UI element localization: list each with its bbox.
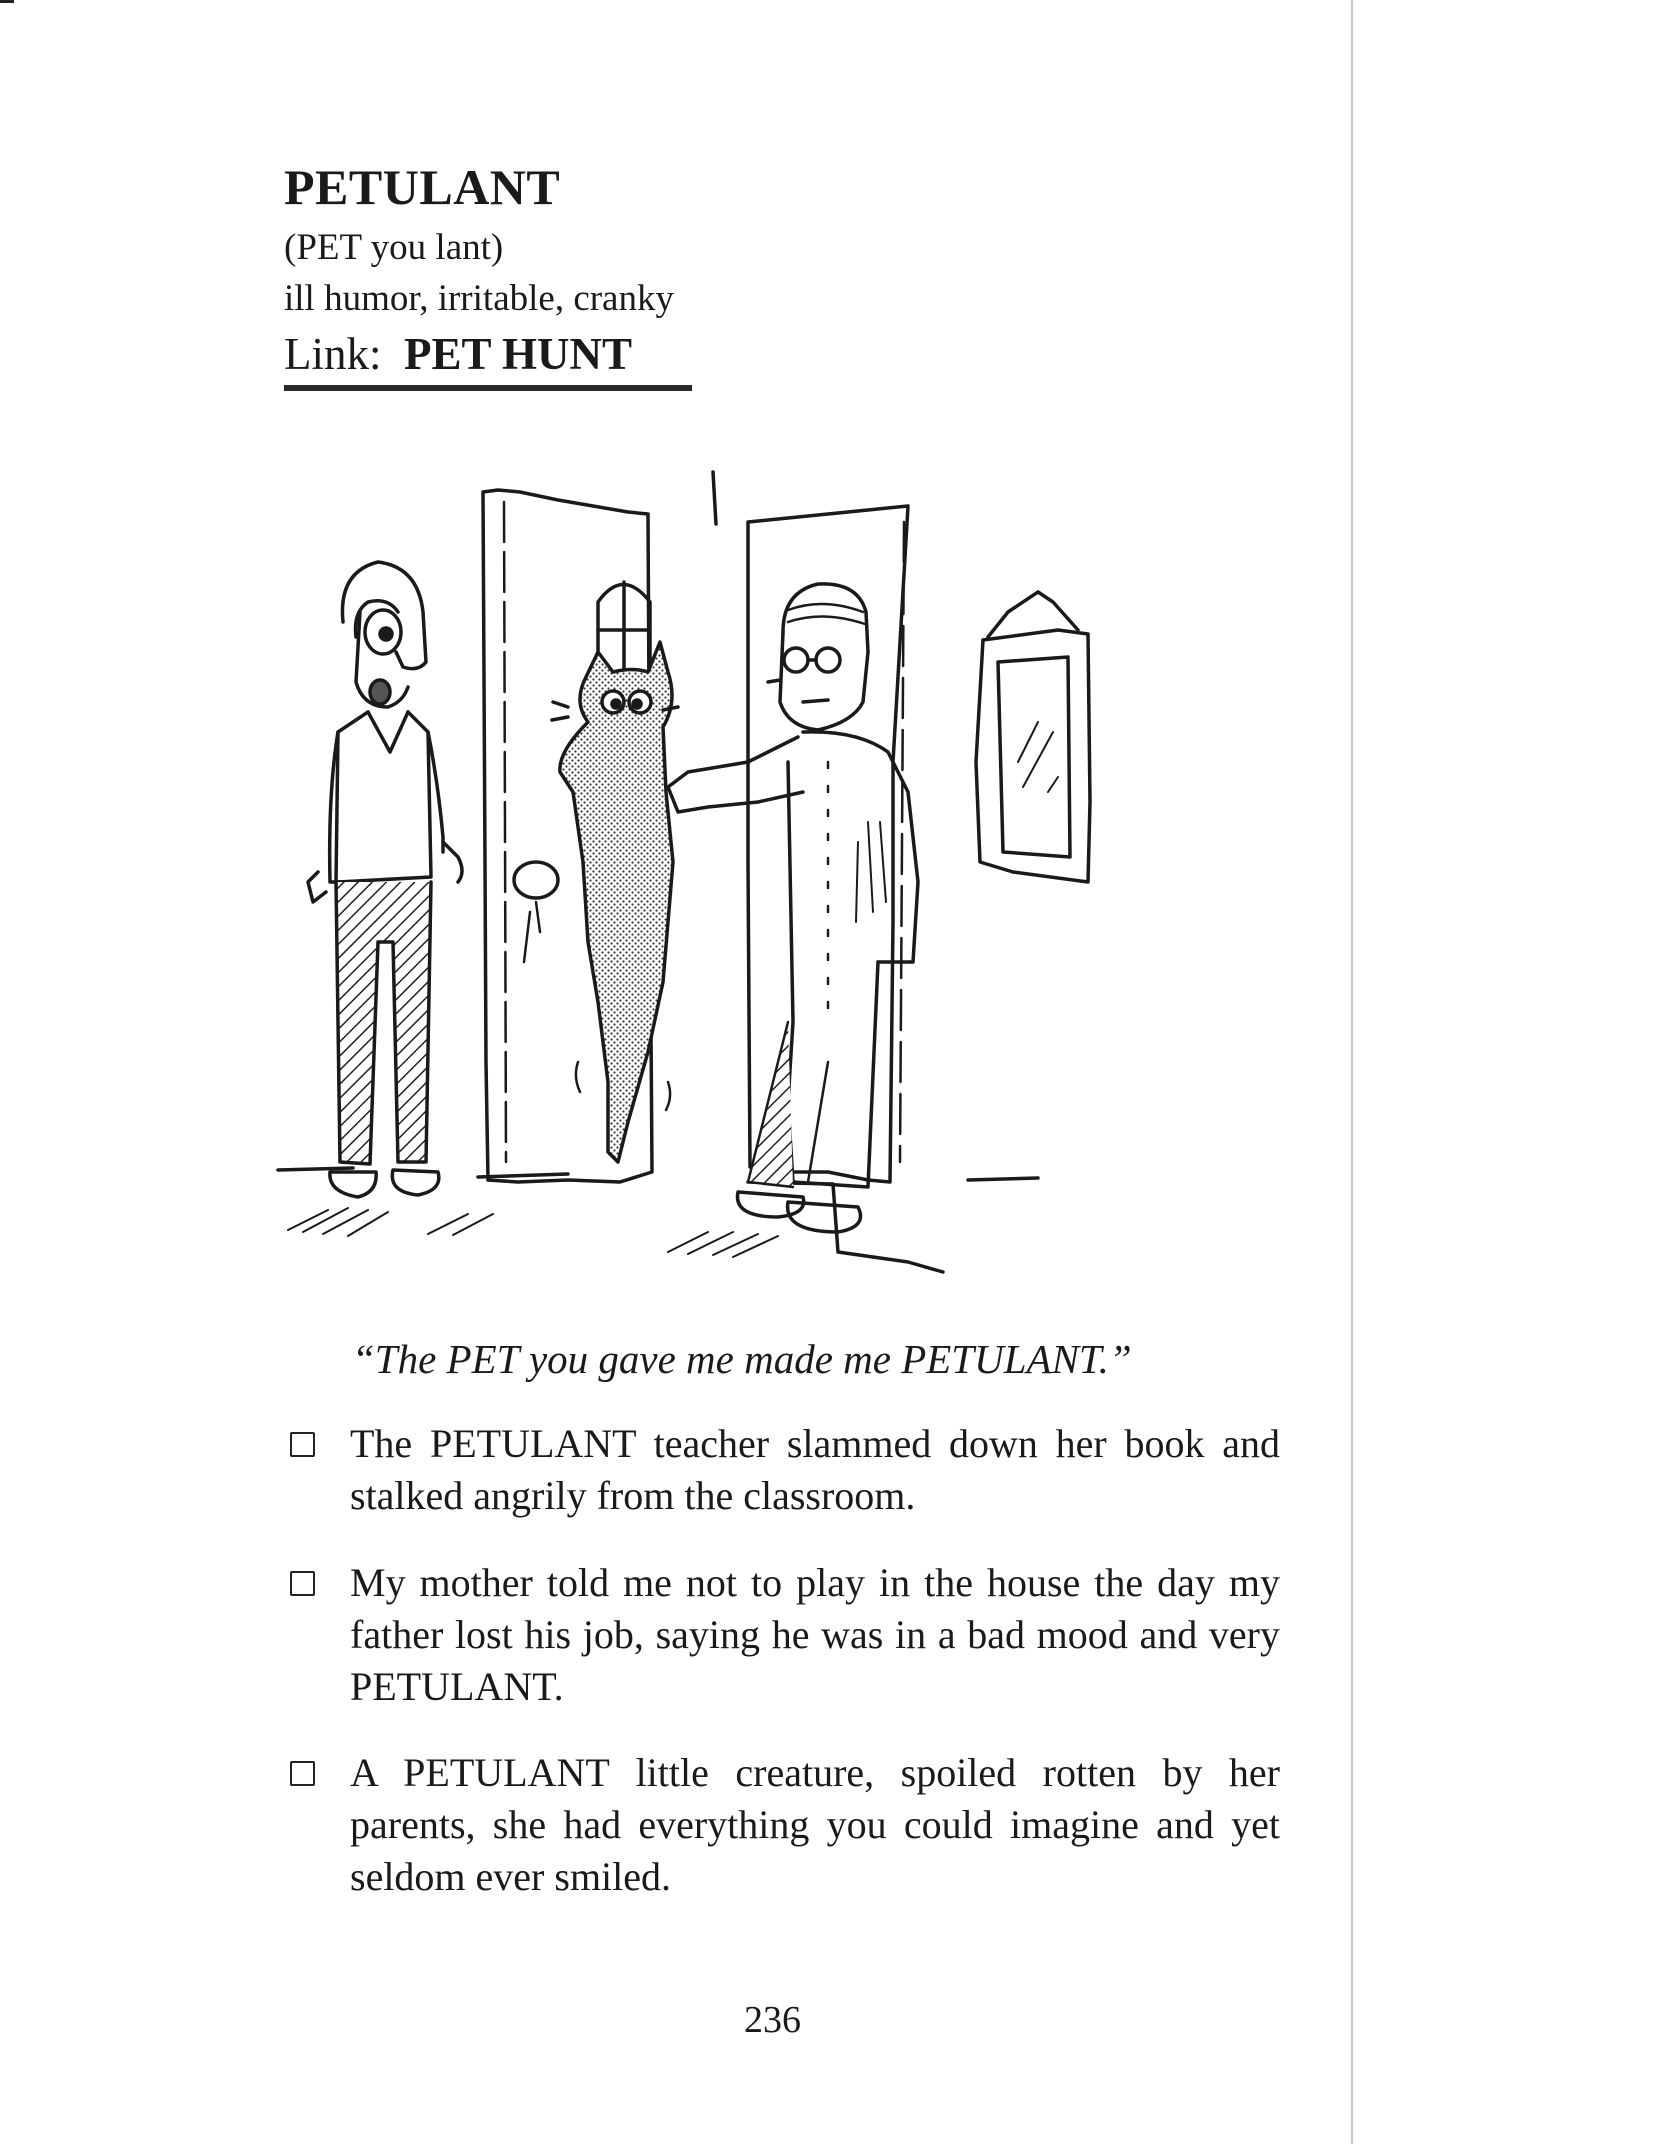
example-text: A PETULANT little creature, spoiled rotten by her parents, she had everything you could imagine and yet seldom ever smiled. — [350, 1750, 1280, 1899]
link-underline — [284, 385, 692, 391]
checkbox-icon — [290, 1761, 315, 1786]
scan-corner-mark — [0, 0, 14, 3]
page-edge-rule — [1351, 0, 1353, 2144]
example-sentence — [290, 1557, 1280, 1713]
link-line — [284, 328, 632, 380]
example-text: The PETULANT teacher slammed down her book and stalked angrily from the classroom. — [350, 1421, 1280, 1518]
example-sentence — [290, 1747, 1280, 1903]
page-number: 236 — [744, 1999, 801, 2041]
checkbox-icon — [290, 1571, 315, 1596]
example-sentence — [290, 1418, 1280, 1522]
link-word: PET HUNT — [404, 329, 632, 379]
checkbox-icon — [290, 1432, 315, 1457]
headword: PETULANT — [284, 159, 561, 215]
cartoon-illustration — [268, 462, 1128, 1314]
definition: ill humor, irritable, cranky — [284, 278, 674, 319]
example-text: My mother told me not to play in the house the day my father lost his job, saying he was in a bad mood and very PETULANT. — [350, 1560, 1280, 1709]
pronunciation: (PET you lant) — [284, 227, 504, 268]
illustration-caption: “The PET you gave me made me PETULANT.” — [352, 1336, 1132, 1382]
link-label: Link: — [284, 329, 382, 379]
